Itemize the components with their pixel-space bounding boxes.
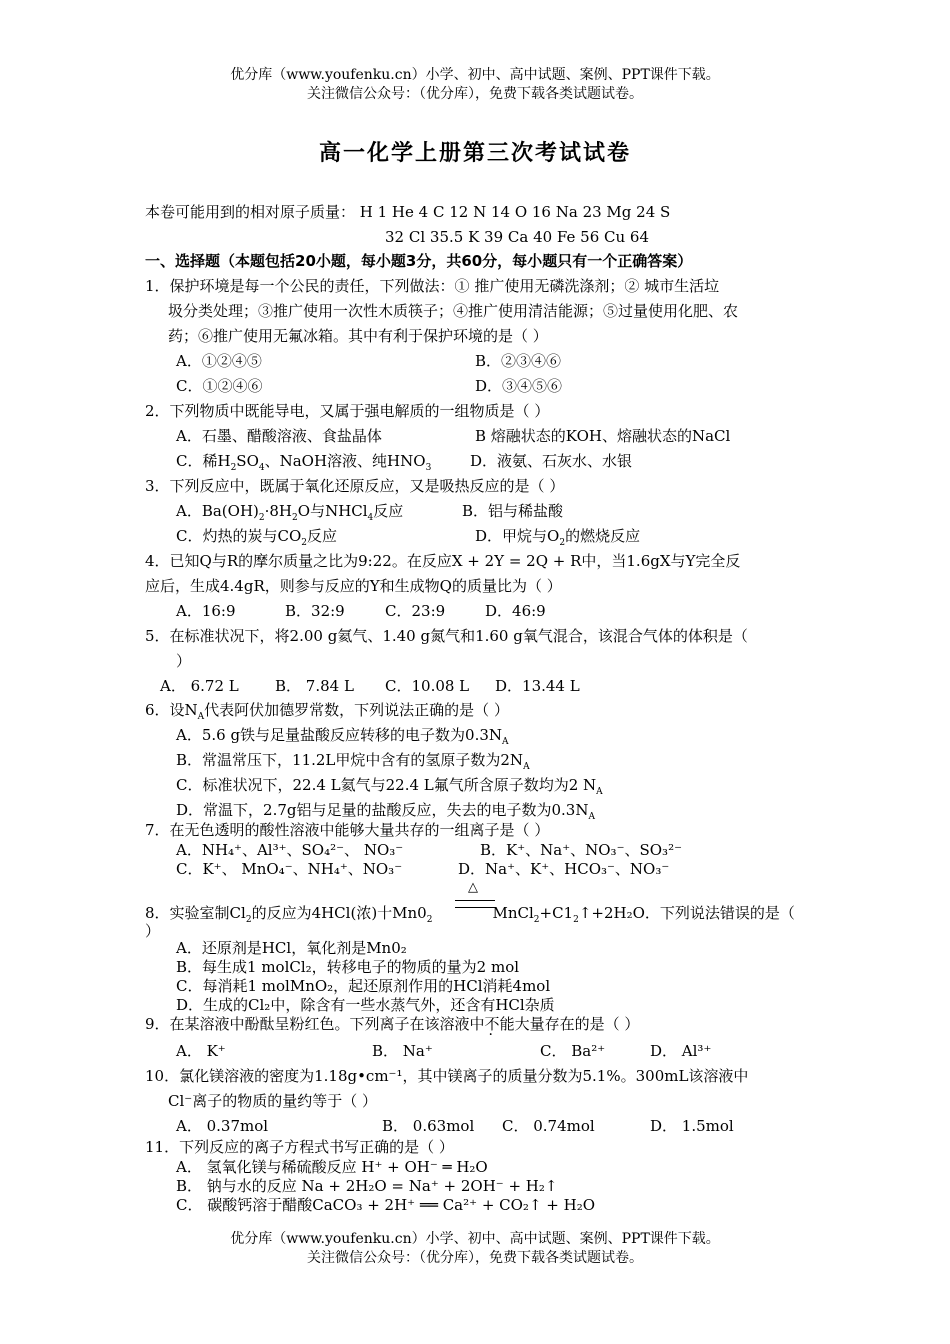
q8-option-b[interactable]: B．每生成1 molCl₂，转移电子的物质的量为2 mol	[176, 958, 520, 976]
q10-option-a[interactable]: A． 0.37mol	[176, 1117, 269, 1135]
q1-option-d[interactable]: D．③④⑤⑥	[475, 377, 563, 395]
q11-stem: 11．下列反应的离子方程式书写正确的是（ ）	[145, 1138, 454, 1156]
q7-option-a[interactable]: A．NH₄⁺、Al³⁺、SO₄²⁻、 NO₃⁻	[176, 841, 404, 859]
q11-option-c[interactable]: C． 碳酸钙溶于醋酸CaCO₃ + 2H⁺ ══ Ca²⁺ + CO₂↑ + H₂O	[176, 1196, 596, 1214]
q3-option-c[interactable]: C．灼热的炭与$CO_2$反应	[176, 527, 338, 548]
page-footer	[0, 1230, 950, 1268]
q5-option-b[interactable]: B． 7.84 L	[275, 677, 354, 695]
q2-option-b[interactable]: B 熔融状态的KOH、熔融状态的NaCl	[475, 427, 731, 445]
q2-option-a[interactable]: A．石墨、醋酸溶液、食盐晶体	[176, 427, 382, 445]
q3-option-a[interactable]: A．$Ba(OH)_2\cdot 8H_2O$与NHCl$_4$反应	[176, 502, 404, 523]
q1-option-b[interactable]: B．②③④⑥	[475, 352, 562, 370]
q1-option-c[interactable]: C．①②④⑥	[176, 377, 263, 395]
q4-option-d[interactable]: D．46:9	[485, 602, 546, 620]
q1-line-2: 圾分类处理；③推广使用一次性木质筷子；④推广使用清洁能源；⑤过量使用化肥、农	[168, 302, 739, 320]
q5-option-a[interactable]: A． 6.72 L	[160, 677, 239, 695]
q4-line-1: 4．已知Q与R的摩尔质量之比为9:22。在反应X + 2Y = 2Q + R中，当1.6gX与Y完全反	[145, 552, 741, 570]
q10-option-c[interactable]: C． 0.74mol	[502, 1117, 595, 1135]
q6-option-d[interactable]: D．常温下，2.7g铝与足量的盐酸反应，失去的电子数为$0.3N_A$	[176, 801, 595, 822]
emphasis-dot: 不	[484, 1015, 500, 1033]
q5-option-c[interactable]: C．10.08 L	[385, 677, 470, 695]
section-heading: 一、选择题（本题包括20小题，每小题3分，共60分，每小题只有一个正确答案）	[145, 252, 693, 270]
q4-line-2: 应后，生成4.4gR，则参与反应的Y和生成物Q的质量比为（ ）	[145, 577, 562, 595]
q1-line-1: 1．保护环境是每一个公民的责任，下列做法：① 推广使用无磷洗涤剂；② 城市生活垃	[145, 277, 720, 295]
page-title: 高一化学上册第三次考试试卷	[318, 141, 631, 166]
q4-option-a[interactable]: A．16:9	[176, 602, 236, 620]
q9-option-a[interactable]: A． K⁺	[176, 1042, 226, 1060]
q9-stem: 9．在某溶液中酚酞呈粉红色。下列离子在该溶液中不能大量存在的是（ ）	[145, 1015, 640, 1033]
q9-option-b[interactable]: B． Na⁺	[372, 1042, 433, 1060]
q8-option-a[interactable]: A．还原剂是HCl，氧化剂是Mn0₂	[176, 939, 407, 957]
q2-option-c[interactable]: C．稀$H_2SO_4$、NaOH溶液、纯$HNO_3$	[176, 452, 432, 473]
q10-line-1: 10．氯化镁溶液的密度为1.18g•cm⁻¹，其中镁离子的质量分数为5.1%。300mL该溶液中	[145, 1067, 749, 1085]
header-line-2: 关注微信公众号：（优分库），免费下载各类试题试卷。	[307, 86, 643, 102]
q6-option-c[interactable]: C．标准状况下，22.4 L氦气与22.4 L氟气所含原子数均为2 $N_A$	[176, 776, 603, 797]
q3-option-d[interactable]: D．甲烷与$O_2$的燃烧反应	[475, 527, 641, 548]
q7-option-b[interactable]: B．K⁺、Na⁺、NO₃⁻、SO₃²⁻	[480, 841, 683, 859]
header-line-1: 优分库（www.youfenku.cn）小学、初中、高中试题、案例、PPT课件下载。	[230, 67, 720, 83]
q6-stem: 6．设$N_A$代表阿伏加德罗常数，下列说法正确的是（ ）	[145, 701, 509, 722]
atomic-mass-line-1: 本卷可能用到的相对原子质量： H 1 He 4 C 12 N 14 O 16 Na 23 Mg 24 S	[145, 203, 671, 221]
q5-option-d[interactable]: D．13.44 L	[495, 677, 580, 695]
q11-option-b[interactable]: B． 钠与水的反应 Na + 2H₂O = Na⁺ + 2OH⁻ + H₂↑	[176, 1177, 558, 1195]
q1-line-3: 药；⑥推广使用无氟冰箱。其中有利于保护环境的是（ ）	[168, 327, 548, 345]
q8-line-1: 8．实验室制$Cl_2$的反应为4HCl(浓)十$Mn0_2$ $MnCl_2+C1_2↑+2H_2O$．下列说法错误的是（	[145, 904, 795, 925]
q10-option-d[interactable]: D． 1.5mol	[650, 1117, 734, 1135]
q1-option-a[interactable]: A．①②④⑤	[176, 352, 262, 370]
q3-stem: 3．下列反应中，既属于氧化还原反应，又是吸热反应的是（ ）	[145, 477, 565, 495]
q8-option-c[interactable]: C．每消耗1 molMnO₂，起还原剂作用的HCl消耗4mol	[176, 977, 551, 995]
heating-triangle-icon: △	[468, 880, 478, 895]
q11-option-a[interactable]: A． 氢氧化镁与稀硫酸反应 H⁺ + OH⁻ ═ H₂O	[176, 1158, 488, 1176]
footer-line-2: 关注微信公众号：（优分库），免费下载各类试题试卷。	[307, 1250, 643, 1266]
q3-option-b[interactable]: B．铝与稀盐酸	[462, 502, 564, 520]
q10-line-2: Cl⁻离子的物质的量约等于（ ）	[168, 1092, 377, 1110]
footer-line-1: 优分库（www.youfenku.cn）小学、初中、高中试题、案例、PPT课件下载。	[230, 1231, 720, 1247]
q4-option-c[interactable]: C．23:9	[385, 602, 446, 620]
q8-line-2: ）	[145, 922, 161, 940]
page-header	[0, 66, 950, 104]
q2-option-d[interactable]: D．液氨、石灰水、水银	[470, 452, 633, 470]
q7-option-d[interactable]: D．Na⁺、K⁺、HCO₃⁻、NO₃⁻	[458, 860, 670, 878]
q2-stem: 2．下列物质中既能导电，又属于强电解质的一组物质是（ ）	[145, 402, 550, 420]
q9-option-d[interactable]: D． Al³⁺	[650, 1042, 712, 1060]
q7-stem: 7．在无色透明的酸性溶液中能够大量共存的一组离子是（ ）	[145, 821, 550, 839]
q9-option-c[interactable]: C． Ba²⁺	[540, 1042, 606, 1060]
q10-option-b[interactable]: B． 0.63mol	[382, 1117, 475, 1135]
q6-option-b[interactable]: B．常温常压下，11.2L甲烷中含有的氢原子数为$2N_A$	[176, 751, 530, 772]
atomic-mass-line-2: 32 Cl 35.5 K 39 Ca 40 Fe 56 Cu 64	[385, 228, 650, 246]
q6-option-a[interactable]: A．5.6 g铁与足量盐酸反应转移的电子数为$0.3N_A$	[176, 726, 509, 747]
q5-line-1: 5．在标准状况下，将2.00 g氦气、1.40 g氮气和1.60 g氧气混合，该混合气体的体积是（	[145, 627, 748, 645]
q7-option-c[interactable]: C．K⁺、 MnO₄⁻、NH₄⁺、NO₃⁻	[176, 860, 403, 878]
q4-option-b[interactable]: B．32:9	[285, 602, 345, 620]
q5-line-2: ）	[176, 652, 192, 670]
q8-option-d[interactable]: D．生成的Cl₂中，除含有一些水蒸气外，还含有HCl杂质	[176, 996, 555, 1014]
